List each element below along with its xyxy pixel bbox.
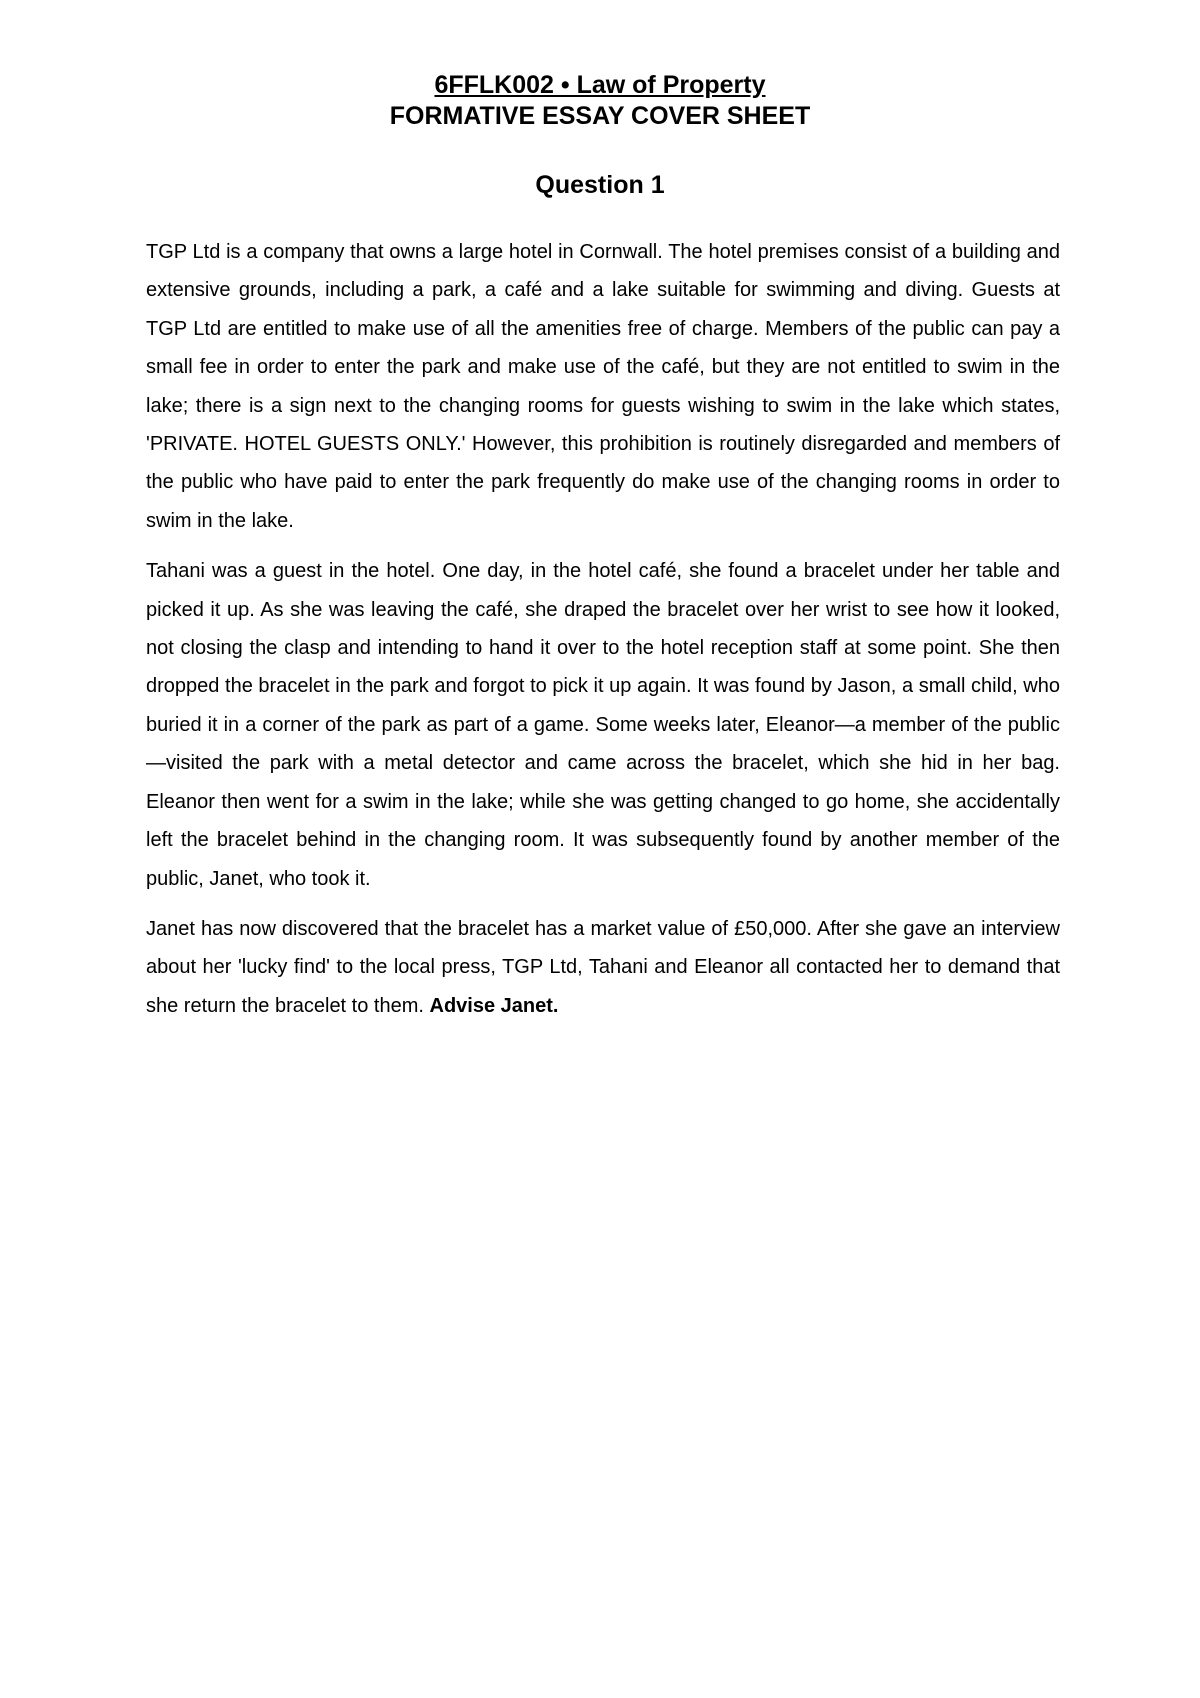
question-paragraph-2: Tahani was a guest in the hotel. One day, in the hotel café, she found a bracelet under her table and picked it up. As she was leaving the café, she draped the bracelet over her wrist to see how it looked, not closing the clasp and intending to hand it over to the hotel reception staff at some point. She then dropped the bracelet in the park and forgot to pick it up again. It was found by Jason, a small child, who buried it in a corner of the park as part of a game. Some weeks later, Eleanor—a member of the public—visited the park with a metal detector and came across the bracelet, which she hid in her bag. Eleanor then went for a swim in the lake; while she was getting changed to go home, she accidentally left the bracelet behind in the changing room. It was subsequently found by another member of the public, Janet, who took it. xyxy=(146,560,1060,890)
question-body xyxy=(146,233,1060,1037)
course-title: 6FFLK002 • Law of Property xyxy=(434,71,766,99)
document-header xyxy=(0,70,1200,132)
question-paragraph-1: TGP Ltd is a company that owns a large hotel in Cornwall. The hotel premises consist of a building and extensive grounds, including a park, a café and a lake suitable for swimming and diving. Guests at TGP Ltd are entitled to make use of all the amenities free of charge. Members of the public can pay a small fee in order to enter the park and make use of the café, but they are not entitled to swim in the lake; there is a sign next to the changing rooms for guests wishing to swim in the lake which states, 'PRIVATE. HOTEL GUESTS ONLY.' However, this prohibition is routinely disregarded and members of the public who have paid to enter the park frequently do make use of the changing rooms in order to swim in the lake. xyxy=(146,241,1060,532)
final-paragraph-text: Janet has now discovered that the bracelet has a market value of £50,000. After she gave an interview about her 'lucky find' to the local press, TGP Ltd, Tahani and Eleanor all contacted her to demand that she return the bracelet to them. xyxy=(146,917,1060,1017)
question-heading: Question 1 xyxy=(535,171,665,199)
sheet-title: FORMATIVE ESSAY COVER SHEET xyxy=(389,102,811,130)
question-paragraph-3 xyxy=(146,910,1060,1025)
instruction-text: Advise Janet. xyxy=(429,994,559,1017)
